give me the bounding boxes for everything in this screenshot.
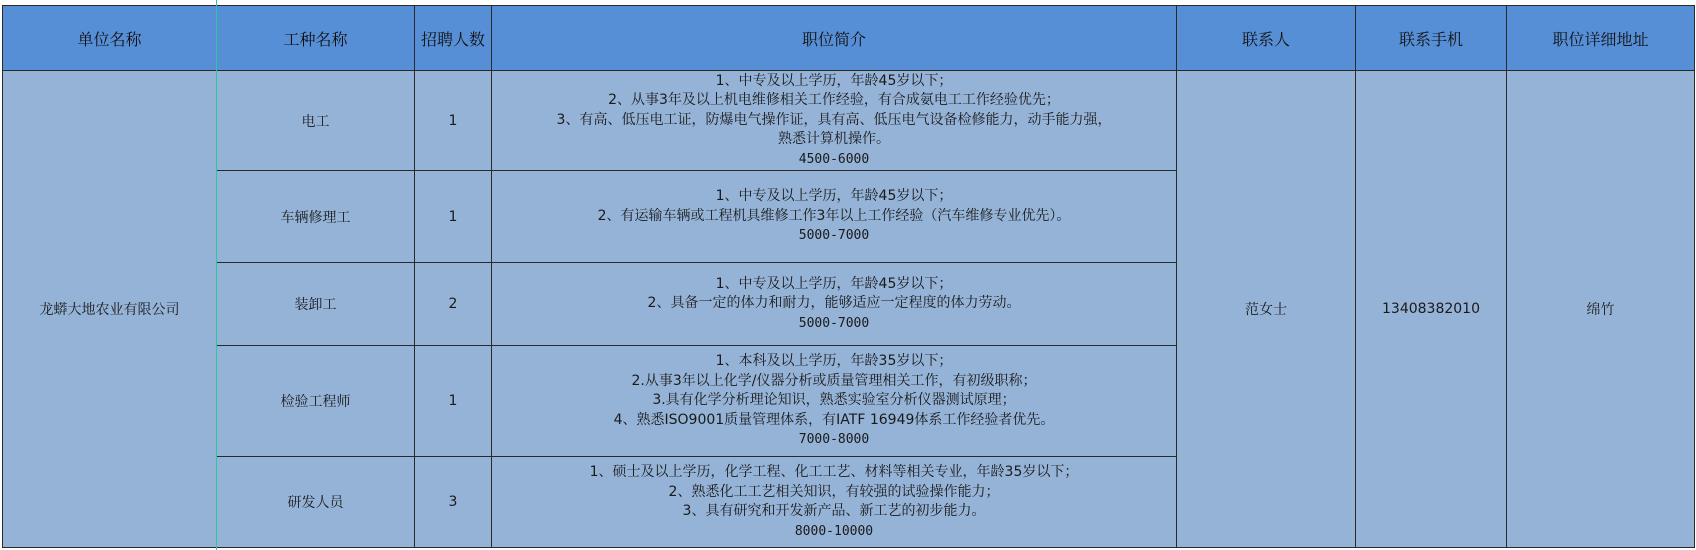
intro-line: 2、具备一定的体力和耐力，能够适应一定程度的体力劳动。 <box>647 295 1021 312</box>
header-contact: 联系人 <box>1177 6 1356 71</box>
job-cell: 电工 <box>217 71 415 171</box>
count-cell: 2 <box>415 263 492 346</box>
intro-line: 1、本科及以上学历，年龄35岁以下； <box>715 353 953 370</box>
intro-cell <box>492 171 1177 263</box>
salary-range: 5000-7000 <box>798 228 870 244</box>
intro-cell <box>492 346 1177 457</box>
header-row <box>3 6 1695 71</box>
header-company: 单位名称 <box>3 6 217 71</box>
header-job: 工种名称 <box>217 6 415 71</box>
intro-cell <box>492 71 1177 171</box>
intro-line: 4、熟悉ISO9001质量管理体系，有IATF 16949体系工作经验者优先。 <box>613 411 1055 428</box>
intro-cell <box>492 457 1177 548</box>
count-cell: 3 <box>415 457 492 548</box>
intro-line: 3.具有化学分析理论知识，熟悉实验室分析仪器测试原理； <box>652 392 1016 409</box>
job-cell: 装卸工 <box>217 263 415 346</box>
salary-range: 8000-10000 <box>794 523 874 539</box>
intro-cell <box>492 263 1177 346</box>
table-row <box>3 71 1695 171</box>
header-phone: 联系手机 <box>1356 6 1507 71</box>
intro-line: 3、具有研究和开发新产品、新工艺的初步能力。 <box>682 503 986 519</box>
intro-line: 2、熟悉化工工艺相关知识，有较强的试验操作能力； <box>668 483 1000 500</box>
column-guide-line <box>216 0 217 550</box>
intro-line: 3、有高、低压电工证，防爆电气操作证，具有高、低压电气设备检修能力，动手能力强， <box>556 111 1112 128</box>
company-cell: 龙蟒大地农业有限公司 <box>3 71 217 548</box>
phone-cell: 13408382010 <box>1356 71 1507 548</box>
count-cell: 1 <box>415 71 492 171</box>
header-address: 职位详细地址 <box>1507 6 1695 71</box>
intro-line: 1、中专及以上学历，年龄45岁以下； <box>715 275 953 292</box>
job-cell: 研发人员 <box>217 457 415 548</box>
intro-line: 2、从事3年及以上机电维修相关工作经验，有合成氨电工工作经验优先； <box>608 92 1060 109</box>
salary-range: 4500-6000 <box>798 151 870 167</box>
job-cell: 检验工程师 <box>217 346 415 457</box>
count-cell: 1 <box>415 346 492 457</box>
intro-line: 1、中专及以上学历，年龄45岁以下； <box>715 72 953 89</box>
count-cell: 1 <box>415 171 492 263</box>
intro-line: 1、中专及以上学历，年龄45岁以下； <box>715 188 953 205</box>
address-cell: 绵竹 <box>1507 71 1695 548</box>
job-cell: 车辆修理工 <box>217 171 415 263</box>
intro-line: 1、硕士及以上学历，化学工程、化工工艺、材料等相关专业，年龄35岁以下； <box>589 464 1079 480</box>
contact-cell: 范女士 <box>1177 71 1356 548</box>
salary-range: 7000-8000 <box>798 432 870 448</box>
intro-line: 2.从事3年以上化学/仪器分析或质量管理相关工作，有初级职称； <box>631 372 1037 389</box>
job-listing-table <box>2 5 1695 548</box>
intro-line: 2、有运输车辆或工程机具维修工作3年以上工作经验（汽车维修专业优先）。 <box>597 207 1071 224</box>
salary-range: 5000-7000 <box>798 315 870 331</box>
header-count: 招聘人数 <box>415 6 492 71</box>
header-intro: 职位简介 <box>492 6 1177 71</box>
intro-line: 熟悉计算机操作。 <box>778 131 890 148</box>
